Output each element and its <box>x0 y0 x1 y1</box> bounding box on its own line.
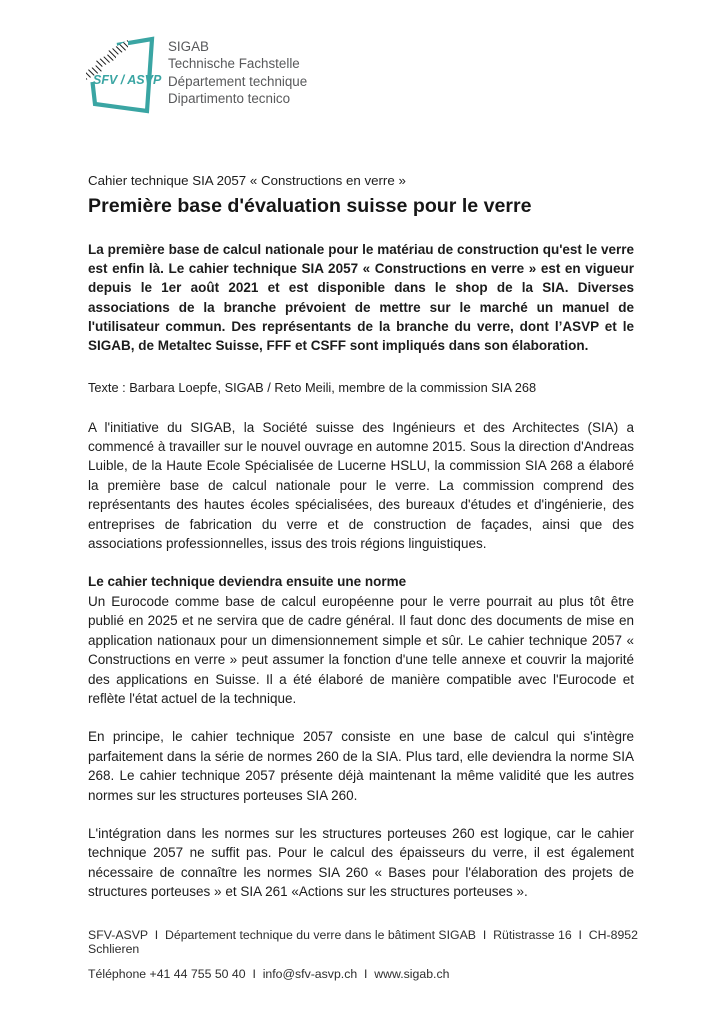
org-line-sigab: SIGAB <box>168 39 209 54</box>
logo-acronym: SFV / ASVP <box>93 73 162 87</box>
org-line-de: Technische Fachstelle <box>168 56 300 72</box>
footer-contact-line: Téléphone +41 44 755 50 40 I info@sfv-asvp.ch I www.sigab.ch <box>88 967 450 981</box>
lead-paragraph: La première base de calcul nationale pour le matériau de construction qu'est le verre est enfin là. Le cahier technique SIA 2057 « Constructions en verre » est en vigueur depuis le 1er août 2021 et est disponible dans le shop de la SIA. Diverses associations de la branche prévoient de mettre sur le marché un manuel de l'utilisateur commun. Des représentants de la branche du verre, dont l’ASVP et le SIGAB, de Metaltec Suisse, FFF et CSFF sont impliqués dans son élaboration. <box>88 242 634 354</box>
paragraph-eurocode: Un Eurocode comme base de calcul européenne pour le verre pourrait au plus tôt être publié en 2025 et ne servira que de cadre général. Il faut donc des documents de mise en application nationaux pour un dimensionnement simple et sûr. Le cahier technique 2057 « Constructions en verre » peut assumer la fonction d'une telle annexe et couvrir la majorité des applications en Suisse. Il a été élaboré de manière compatible avec l'Eurocode et reflète l'état actuel de la technique. <box>88 593 634 706</box>
page-footer <box>88 928 642 981</box>
footer-address-line: SFV-ASVP I Département technique du verre dans le bâtiment SIGAB I Rütistrasse 16 I CH-8952 Schlieren <box>88 928 642 956</box>
org-line-it: Dipartimento tecnico <box>168 91 291 107</box>
paragraph-norme: En principe, le cahier technique 2057 consiste en une base de calcul qui s'intègre parfaitement dans la série de normes 260 de la SIA. Plus tard, elle deviendra la norme SIA 268. Le cahier technique 2057 présente déjà maintenant la même validité que les autres normes sur les structures porteuses SIA 260. <box>88 729 634 803</box>
paragraph-intro: A l'initiative du SIGAB, la Société suisse des Ingénieurs et des Architectes (SIA) a commencé à travailler sur le nouvel ouvrage en automne 2015. Sous la direction d'Andreas Luible, de la Haute Ecole Spécialisée de Lucerne HSLU, la commission SIA 268 a élaboré la première base de calcul nationale pour le verre. La commission comprend des représentants des hautes écoles spécialisées, des bureaux d'études et d'ingénierie, des entreprises de fabrication du verre et de construction de façades, ainsi que des associations professionnelles, issus des trois régions linguistiques. <box>88 419 634 552</box>
paragraph-integration: L'intégration dans les normes sur les structures porteuses 260 est logique, car le cahier technique 2057 ne suffit pas. Pour le calcul des épaisseurs du verre, il est également nécessaire de connaître les normes SIA 260 « Bases pour l'élaboration des projets de structures porteuses » et SIA 261 «Actions sur les structures porteuses ». <box>88 825 634 900</box>
org-line-fr: Département technique <box>168 73 308 89</box>
section-heading: Le cahier technique deviendra ensuite une norme <box>88 574 407 590</box>
article-title: Première base d'évaluation suisse pour le verre <box>88 195 532 217</box>
byline: Texte : Barbara Loepfe, SIGAB / Reto Meili, membre de la commission SIA 268 <box>88 380 537 396</box>
article <box>88 0 634 902</box>
article-kicker: Cahier technique SIA 2057 « Constructions en verre » <box>88 173 406 188</box>
